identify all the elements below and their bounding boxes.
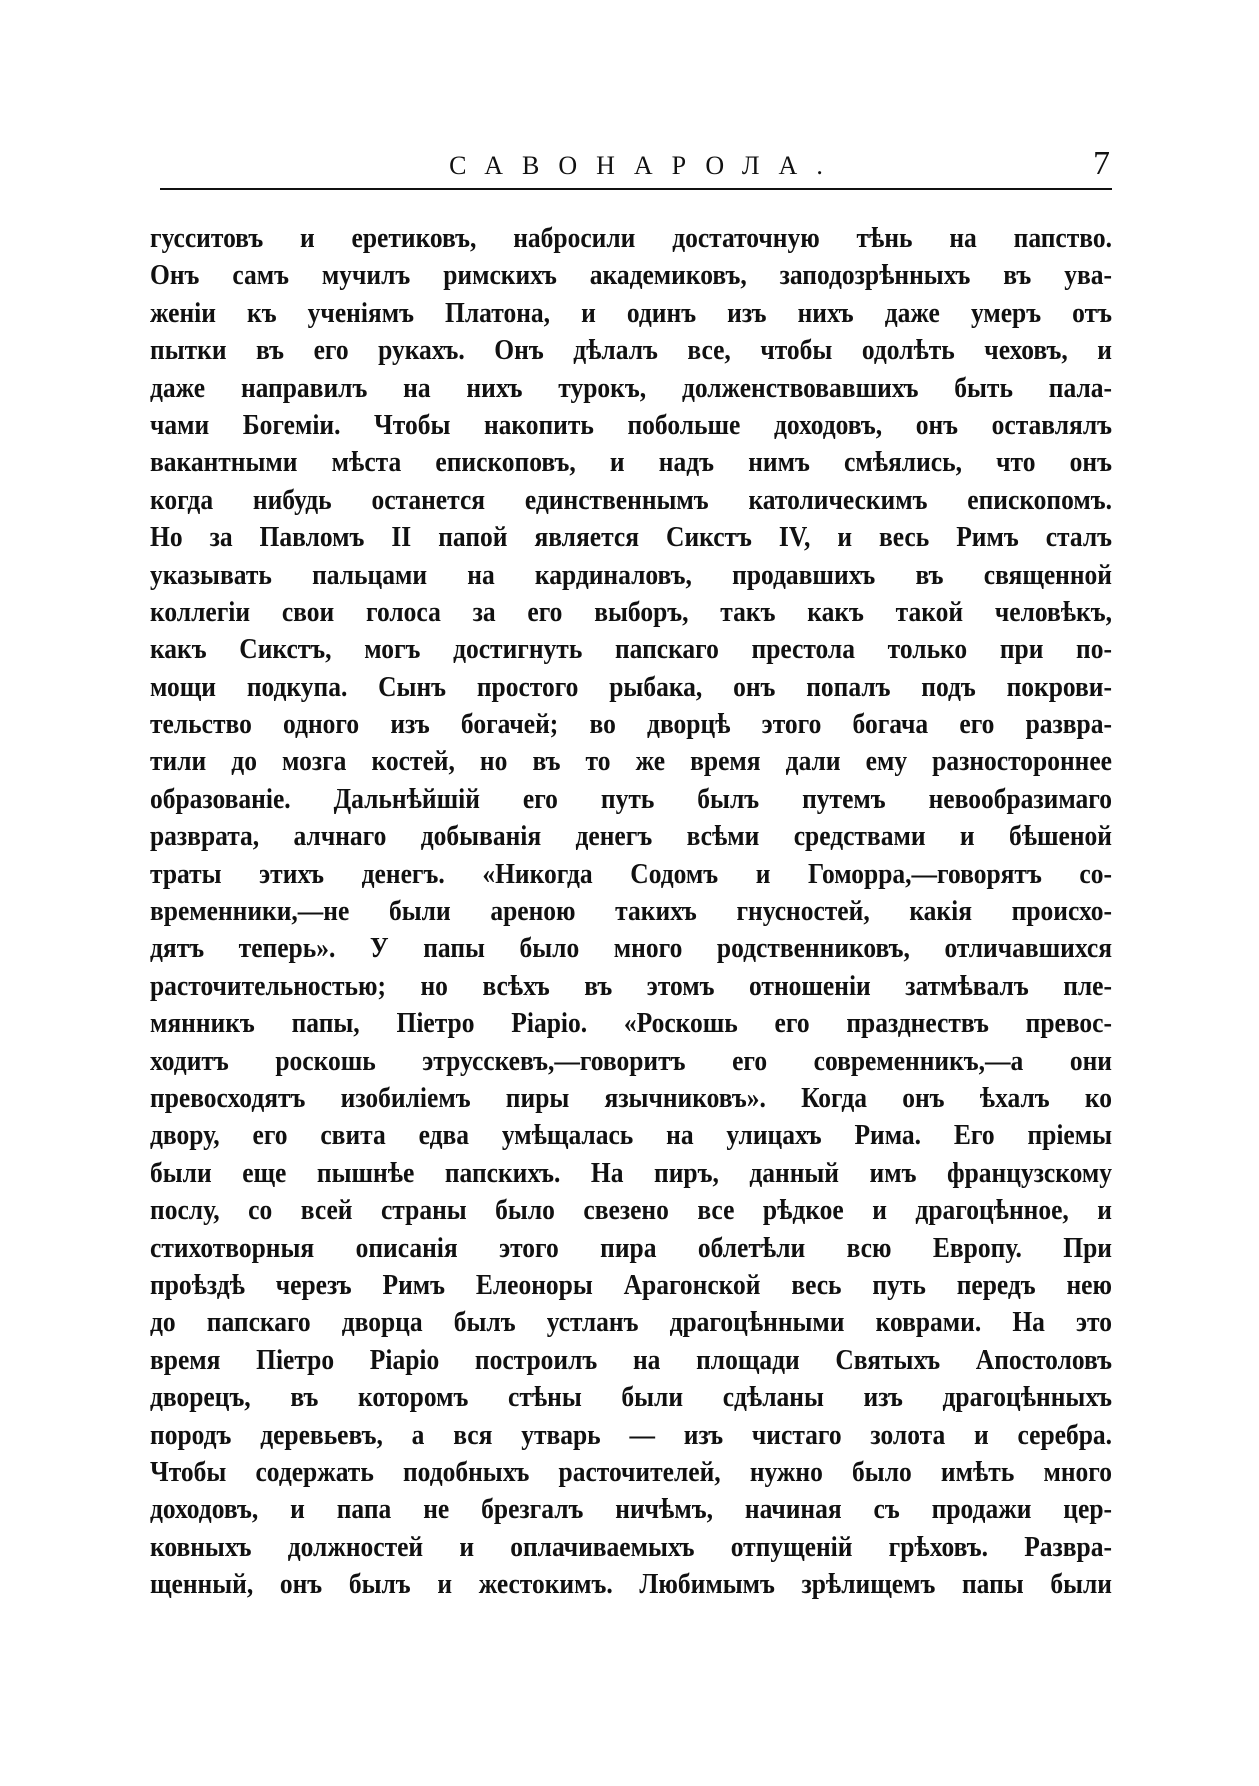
text-line: траты этихъ денегъ. «Никогда Содомъ и Гоморра,—говорятъ со-: [150, 856, 1112, 890]
text-line: временники,—не были ареною такихъ гнусностей, какія происхо-: [150, 894, 1112, 927]
text-line: мянникъ папы, Піетро Ріаріо. «Роскошь его празднествъ превос-: [150, 1006, 1112, 1039]
page-number: 7: [1093, 145, 1110, 182]
text-line: чами Богеміи. Чтобы накопить побольше доходовъ, онъ оставлялъ: [150, 408, 1112, 441]
text-line: дятъ теперь». У папы было много родственниковъ, отличавшихся: [150, 931, 1112, 965]
text-line: тили до мозга костей, но въ то же время дали ему разностороннее: [150, 744, 1112, 778]
text-line: Чтобы содержать подобныхъ расточителей, нужно было имѣть много: [150, 1455, 1112, 1488]
running-title: САВОНАРОЛА.: [449, 151, 842, 180]
text-line: коллегіи свои голоса за его выборъ, такъ какъ такой человѣкъ,: [150, 595, 1112, 628]
text-line: были еще пышнѣе папскихъ. На пиръ, данный имъ французскому: [150, 1156, 1112, 1189]
text-line: образованіе. Дальнѣйшій его путь былъ путемъ невообразимаго: [150, 782, 1112, 815]
text-line: Но за Павломъ II папой является Сикстъ IV, и весь Римъ сталъ: [150, 520, 1112, 553]
header-rule: [160, 188, 1112, 190]
text-line: щенный, онъ былъ и жестокимъ. Любимымъ зрѣлищемъ папы были: [150, 1567, 1112, 1600]
text-line: стихотворныя описанія этого пира облетѣли всю Европу. При: [150, 1230, 1112, 1264]
text-line: доходовъ, и папа не брезгалъ ничѣмъ, начиная съ продажи цер-: [150, 1492, 1112, 1525]
text-line: вакантными мѣста епископовъ, и надъ нимъ смѣялись, что онъ: [150, 445, 1112, 479]
text-line: тельство одного изъ богачей; во дворцѣ этого богача его развра-: [150, 707, 1112, 740]
text-line: двору, его свита едва умѣщалась на улицахъ Рима. Его пріемы: [150, 1118, 1112, 1152]
text-line: время Піетро Ріаріо построилъ на площади Святыхъ Апостоловъ: [150, 1342, 1112, 1376]
text-line: мощи подкупа. Сынъ простого рыбака, онъ попалъ подъ покрови-: [150, 669, 1112, 703]
text-line: проѣздѣ черезъ Римъ Елеоноры Арагонской весь путь передъ нею: [150, 1268, 1112, 1301]
text-line: разврата, алчнаго добыванія денегъ всѣми средствами и бѣшеной: [150, 819, 1112, 852]
body-text: [150, 219, 1112, 1602]
page-header: [160, 145, 1112, 185]
text-line: Онъ самъ мучилъ римскихъ академиковъ, заподозрѣнныхъ въ ува-: [150, 258, 1112, 292]
text-line: даже направилъ на нихъ турокъ, долженствовавшихъ быть пала-: [150, 370, 1112, 404]
text-line: ходитъ роскошь этрусскевъ,—говоритъ его современникъ,—а они: [150, 1043, 1112, 1077]
text-line: гусситовъ и еретиковъ, набросили достаточную тѣнь на папство.: [150, 221, 1112, 254]
text-line: какъ Сикстъ, могъ достигнуть папскаго престола только при по-: [150, 632, 1112, 666]
text-line: породъ деревьевъ, а вся утварь — изъ чистаго золота и серебра.: [150, 1417, 1112, 1451]
text-line: когда нибудь останется единственнымъ католическимъ епископомъ.: [150, 482, 1112, 516]
text-line: расточительностью; но всѣхъ въ этомъ отношеніи затмѣвалъ пле-: [150, 969, 1112, 1002]
text-line: до папскаго дворца былъ устланъ драгоцѣнными коврами. На это: [150, 1305, 1112, 1339]
text-line: ковныхъ должностей и оплачиваемыхъ отпущеній грѣховъ. Развра-: [150, 1529, 1112, 1563]
text-line: превосходятъ изобиліемъ пиры язычниковъ». Когда онъ ѣхалъ ко: [150, 1081, 1112, 1114]
text-line: пытки въ его рукахъ. Онъ дѣлалъ все, чтобы одолѣть чеховъ, и: [150, 333, 1112, 366]
text-line: дворецъ, въ которомъ стѣны были сдѣланы изъ драгоцѣнныхъ: [150, 1380, 1112, 1413]
text-line: послу, со всей страны было свезено все рѣдкое и драгоцѣнное, и: [150, 1193, 1112, 1226]
text-line: указывать пальцами на кардиналовъ, продавшихъ въ священной: [150, 557, 1112, 591]
text-line: женіи къ ученіямъ Платона, и одинъ изъ нихъ даже умеръ отъ: [150, 296, 1112, 329]
